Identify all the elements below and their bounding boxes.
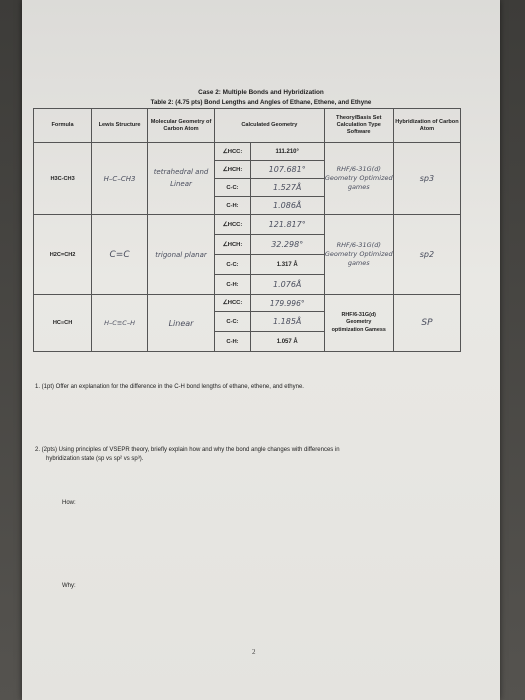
lewis-structure: H–C–CH3 — [92, 143, 148, 215]
param-value: 1.057 Å — [250, 332, 324, 352]
case-title: Case 2: Multiple Bonds and Hybridization — [198, 89, 324, 96]
header-lewis: Lewis Structure — [92, 109, 148, 143]
param-label: C-C: — [215, 312, 251, 332]
param-label: ∠HCH: — [215, 161, 251, 179]
header-hybridization: Hybridization of Carbon Atom — [393, 109, 460, 143]
param-label: ∠HCC: — [215, 143, 251, 161]
param-value: 1.185Å — [250, 312, 324, 332]
question-2-line2: hybridization state (sp vs sp² vs sp³). — [46, 456, 144, 462]
formula-cell: H2C=CH2 — [34, 215, 92, 295]
lewis-structure: C=C — [92, 215, 148, 295]
param-label: ∠HCH: — [215, 235, 251, 255]
param-label: C-H: — [215, 332, 251, 352]
table-row — [34, 215, 461, 235]
question-1: 1. (1pt) Offer an explanation for the difference in the C-H bond lengths of ethane, ethene, and ethyne. — [35, 384, 304, 390]
page-number: 2 — [252, 648, 256, 656]
param-label: C-C: — [215, 179, 251, 197]
param-value: 1.317 Å — [250, 255, 324, 275]
table-header-row — [34, 109, 461, 143]
param-value: 107.681° — [250, 161, 324, 179]
table-row — [34, 295, 461, 312]
table-row — [34, 143, 461, 161]
header-geometry: Molecular Geometry of Carbon Atom — [148, 109, 215, 143]
header-theory: Theory/Basis Set Calculation Type Software — [324, 109, 393, 143]
param-value: 32.298° — [250, 235, 324, 255]
theory-cell: RHF/6-31G(d) Geometry Optimized games — [324, 143, 393, 215]
why-label: Why: — [62, 583, 76, 589]
param-label: C-C: — [215, 255, 251, 275]
geometry-cell: Linear — [148, 295, 215, 352]
hybridization-cell: sp3 — [393, 143, 460, 215]
header-formula: Formula — [34, 109, 92, 143]
param-label: C-H: — [215, 197, 251, 215]
how-label: How: — [62, 500, 76, 506]
hybridization-cell: sp2 — [393, 215, 460, 295]
theory-cell: RHF/6-31G(d) Geometry Optimized games — [324, 215, 393, 295]
param-label: C-H: — [215, 275, 251, 295]
bond-table — [33, 108, 461, 352]
param-label: ∠HCC: — [215, 215, 251, 235]
param-label: ∠HCC: — [215, 295, 251, 312]
hybridization-cell: SP — [393, 295, 460, 352]
header-calculated: Calculated Geometry — [215, 109, 325, 143]
formula-cell: HC≡CH — [34, 295, 92, 352]
geometry-cell: trigonal planar — [148, 215, 215, 295]
formula-cell: H3C-CH3 — [34, 143, 92, 215]
lewis-structure: H–C≡C–H — [92, 295, 148, 352]
table-caption: Table 2: (4.75 pts) Bond Lengths and Angles of Ethane, Ethene, and Ethyne — [150, 99, 372, 106]
geometry-cell: tetrahedral and Linear — [148, 143, 215, 215]
param-value: 1.076Å — [250, 275, 324, 295]
theory-cell: RHF/6-31G(d) Geometry optimization Gamess — [324, 295, 393, 352]
param-value: 1.086Å — [250, 197, 324, 215]
param-value: 179.996° — [250, 295, 324, 312]
param-value: 111.210° — [250, 143, 324, 161]
param-value: 121.817° — [250, 215, 324, 235]
param-value: 1.527Å — [250, 179, 324, 197]
question-2-line1: 2. (2pts) Using principles of VSEPR theory, briefly explain how and why the bond angle changes with differences in — [35, 447, 340, 453]
